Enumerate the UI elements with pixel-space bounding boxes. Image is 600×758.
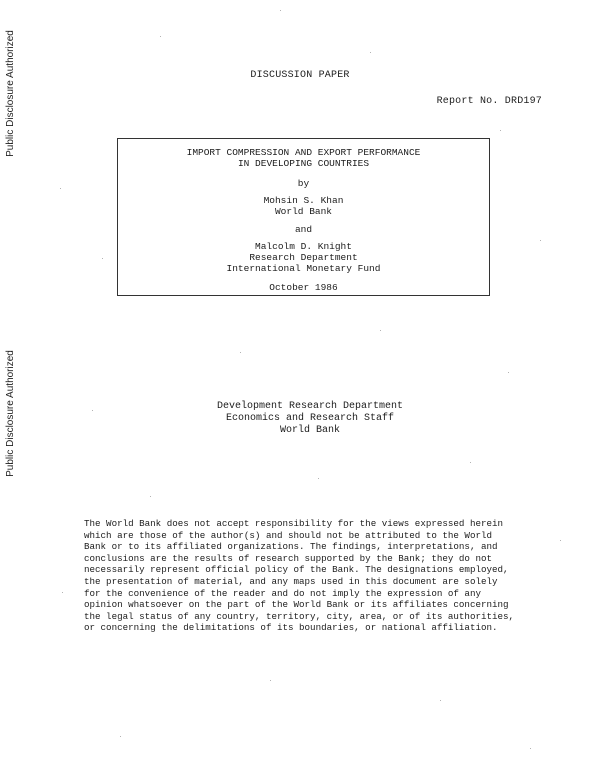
disclaimer-line: Bank or to its affiliated organizations. The findings, interpretations, and (84, 541, 498, 553)
author-1-org: World Bank (274, 206, 332, 217)
stamp-text: Public Disclosure Authorized (4, 349, 16, 477)
date: October 1986 (269, 282, 338, 293)
public-disclosure-stamp-top (3, 18, 17, 168)
by-label: by (297, 178, 310, 189)
stamp-text: Public Disclosure Authorized (4, 29, 16, 157)
department-line-3: World Bank (279, 425, 340, 436)
disclaimer-line: or concerning the delimitations of its boundaries, or national affiliation. (84, 622, 498, 634)
disclaimer-line: the presentation of material, and any maps used in this document are solely (84, 575, 498, 587)
department-line-1: Development Research Department (216, 401, 404, 412)
disclaimer (84, 518, 554, 634)
disclaimer-line: opinion whatsoever on the part of the World Bank or its affiliates concerning (84, 599, 509, 611)
report-number: Report No. DRD197 (436, 96, 542, 107)
title-box (117, 138, 490, 296)
discussion-paper-label: DISCUSSION PAPER (250, 70, 350, 81)
disclaimer-line: necessarily represent official policy of the Bank. The designations employed, (84, 564, 509, 576)
disclaimer-line: conclusions are the results of research supported by the Bank; they do not (84, 552, 492, 564)
author-2-name: Malcolm D. Knight (255, 241, 352, 252)
disclaimer-line: The World Bank does not accept responsibility for the views expressed herein (84, 518, 504, 529)
public-disclosure-stamp-middle (3, 338, 17, 488)
department-line-2: Economics and Research Staff (225, 413, 395, 424)
author-1-name: Mohsin S. Khan (263, 195, 344, 206)
disclaimer-line: which are those of the author(s) and should not be attributed to the World (84, 529, 492, 541)
disclaimer-line: the legal status of any country, territory, city, area, or of its authorities, (84, 610, 515, 622)
author-2-dept: Research Department (249, 252, 358, 263)
title-line-2: IN DEVELOPING COUNTRIES (237, 158, 370, 169)
author-2-org: International Monetary Fund (226, 263, 381, 274)
disclaimer-line: for the convenience of the reader and do not imply the expression of any (84, 587, 481, 599)
title-line-1: IMPORT COMPRESSION AND EXPORT PERFORMANCE (186, 147, 421, 158)
and-label: and (294, 224, 313, 235)
